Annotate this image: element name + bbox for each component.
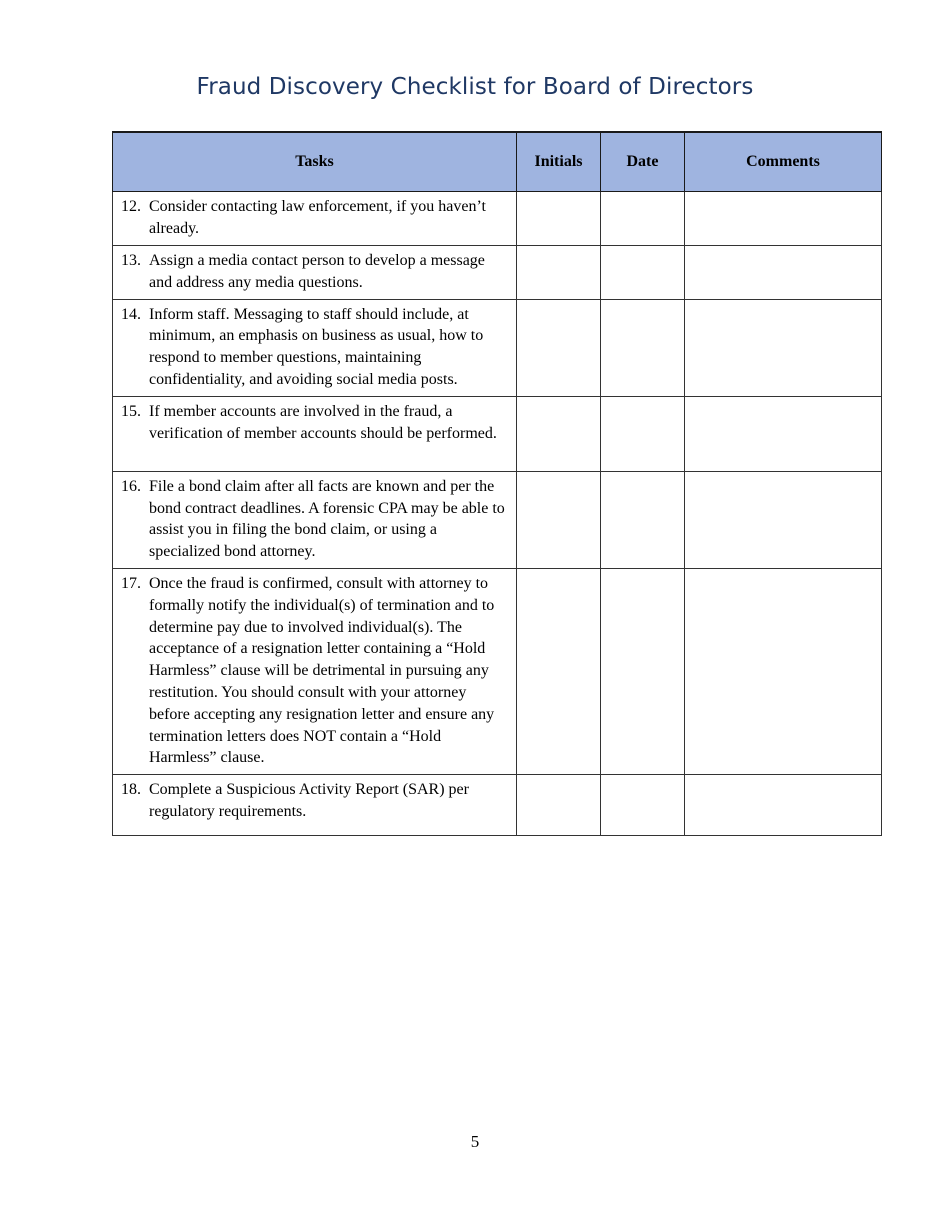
- initials-cell[interactable]: [517, 471, 601, 568]
- checklist-table: [112, 131, 882, 836]
- comments-cell[interactable]: [685, 471, 882, 568]
- task-number: 18.: [121, 781, 141, 799]
- task-cell: [113, 192, 517, 246]
- date-cell[interactable]: [601, 246, 685, 300]
- task-number: 13.: [121, 252, 141, 269]
- date-cell[interactable]: [601, 396, 685, 471]
- comments-cell[interactable]: [685, 299, 882, 396]
- task-text: Assign a media contact person to develop a message and address any media questions.: [149, 252, 485, 291]
- task-text: Once the fraud is confirmed, consult with attorney to formally notify the individual(s) of termination and to determine pay due to involved individual(s). The acceptance of a resignation letter containing a “Hold Harmless” clause will be detrimental in pursuing any restitution. You should consult with your attorney before accepting any resignation letter and ensure any termination letters does NOT contain a “Hold Harmless” clause.: [149, 574, 495, 767]
- table-header-row: [113, 132, 882, 192]
- comments-cell[interactable]: [685, 396, 882, 471]
- table-row: [113, 192, 882, 246]
- task-cell: [113, 775, 517, 836]
- column-header-tasks: Tasks: [113, 132, 517, 192]
- task-text: Complete a Suspicious Activity Report (SAR) per regulatory requirements.: [149, 781, 469, 820]
- task-number: 16.: [121, 477, 141, 495]
- task-text: Consider contacting law enforcement, if you haven’t already.: [149, 198, 486, 237]
- task-cell: [113, 568, 517, 774]
- task-number: 12.: [121, 198, 141, 215]
- task-text: Inform staff. Messaging to staff should include, at minimum, an emphasis on business as usual, how to respond to member questions, maintaining confidentiality, and avoiding social media posts.: [149, 305, 484, 388]
- table-row: [113, 246, 882, 300]
- table-row: [113, 471, 882, 568]
- page-number: 5: [470, 1132, 480, 1151]
- date-cell[interactable]: [601, 192, 685, 246]
- date-cell[interactable]: [601, 568, 685, 774]
- task-cell: [113, 246, 517, 300]
- task-number: 15.: [121, 402, 141, 420]
- task-text: If member accounts are involved in the fraud, a verification of member accounts should be performed.: [149, 402, 497, 442]
- table-row: [113, 568, 882, 774]
- task-cell: [113, 396, 517, 471]
- task-text: File a bond claim after all facts are known and per the bond contract deadlines. A forensic CPA may be able to assist you in filing the bond claim, or using a specialized bond attorney.: [149, 477, 505, 561]
- task-number: 17.: [121, 574, 141, 592]
- table-row: [113, 299, 882, 396]
- initials-cell[interactable]: [517, 299, 601, 396]
- task-number: 14.: [121, 305, 141, 323]
- task-cell: [113, 471, 517, 568]
- table-row: [113, 775, 882, 836]
- column-header-date: Date: [601, 132, 685, 192]
- comments-cell[interactable]: [685, 192, 882, 246]
- initials-cell[interactable]: [517, 568, 601, 774]
- comments-cell[interactable]: [685, 775, 882, 836]
- column-header-comments: Comments: [685, 132, 882, 192]
- comments-cell[interactable]: [685, 568, 882, 774]
- date-cell[interactable]: [601, 299, 685, 396]
- initials-cell[interactable]: [517, 775, 601, 836]
- table-row: [113, 396, 882, 471]
- initials-cell[interactable]: [517, 246, 601, 300]
- page-title: Fraud Discovery Checklist for Board of Directors: [196, 74, 754, 100]
- task-cell: [113, 299, 517, 396]
- comments-cell[interactable]: [685, 246, 882, 300]
- initials-cell[interactable]: [517, 192, 601, 246]
- date-cell[interactable]: [601, 775, 685, 836]
- date-cell[interactable]: [601, 471, 685, 568]
- initials-cell[interactable]: [517, 396, 601, 471]
- column-header-initials: Initials: [517, 132, 601, 192]
